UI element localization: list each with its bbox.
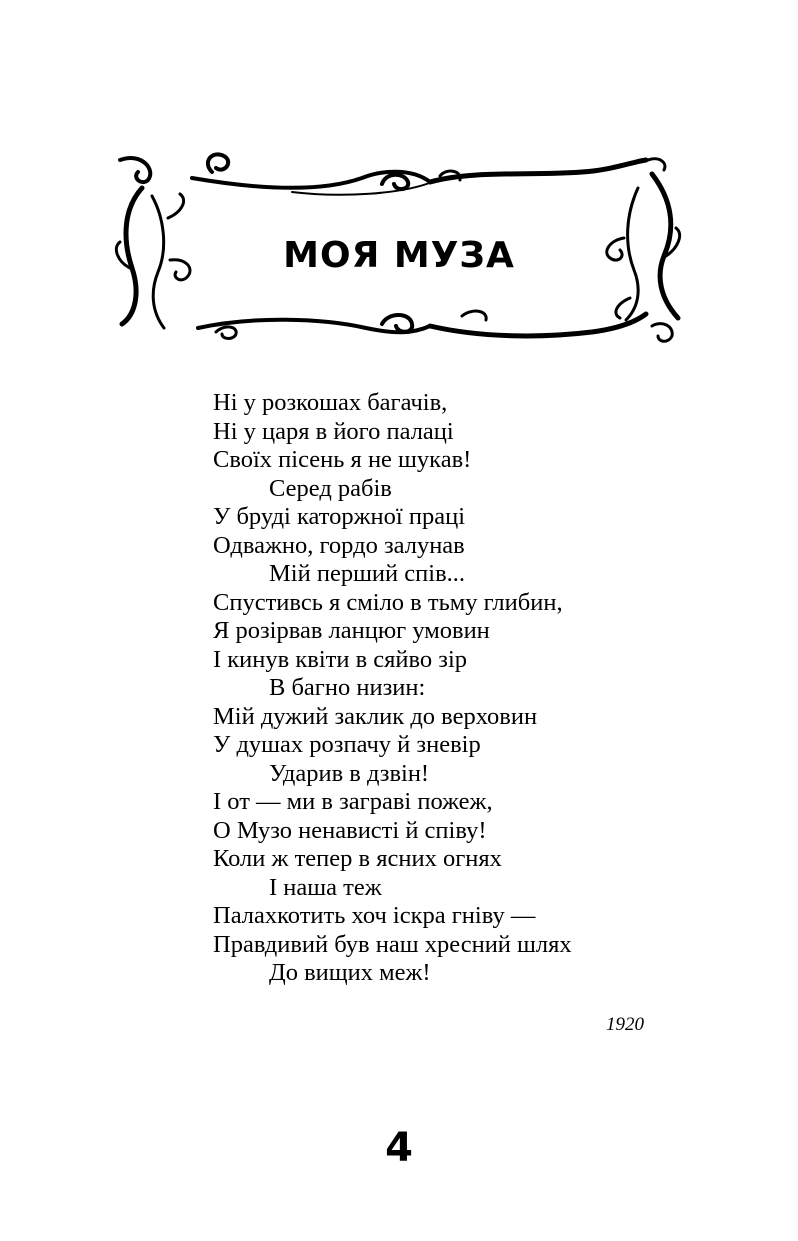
poem-line: О Музо ненависті й співу! <box>213 816 487 844</box>
poem-line: Ударив в дзвін! <box>269 759 430 787</box>
poem-line: Одважно, гордо залунав <box>213 531 465 559</box>
poem-line: І от — ми в заграві пожеж, <box>213 788 493 815</box>
poem-line: Палахкотить хоч іскра гніву — <box>213 902 536 929</box>
poem-line: Правдивий був наш хресний шлях <box>213 930 572 958</box>
poem-line: Я розірвав ланцюг умовин <box>213 617 490 644</box>
poem-line: В багно низин: <box>269 674 426 701</box>
poem-date: 1920 <box>606 1014 644 1035</box>
poem-title: МОЯ МУЗА <box>283 235 515 276</box>
poem-line: Спустивсь я сміло в тьму глибин, <box>213 588 563 616</box>
poem-line: Коли ж тепер в ясних огнях <box>213 845 502 872</box>
poem-line: Мій перший спів... <box>269 560 466 587</box>
poem-line: До вищих меж! <box>269 959 431 986</box>
poem-line: Серед рабів <box>269 474 392 502</box>
poem-body <box>213 389 683 988</box>
poem-line: Своїх пісень я не шукав! <box>213 446 472 473</box>
poem-line: У бруді каторжної праці <box>213 503 465 530</box>
page-number: 4 <box>385 1125 413 1171</box>
poem-line: Мій дужий заклик до верховин <box>213 702 538 730</box>
poem-line: І кинув квіти в сяйво зір <box>213 645 468 673</box>
poem-line: І наша теж <box>269 873 382 901</box>
poem-line: Ні у розкошах багачів, <box>213 389 448 416</box>
poem-line: У душах розпачу й зневір <box>213 731 481 758</box>
poem-line: Ні у царя в його палаці <box>213 417 454 445</box>
